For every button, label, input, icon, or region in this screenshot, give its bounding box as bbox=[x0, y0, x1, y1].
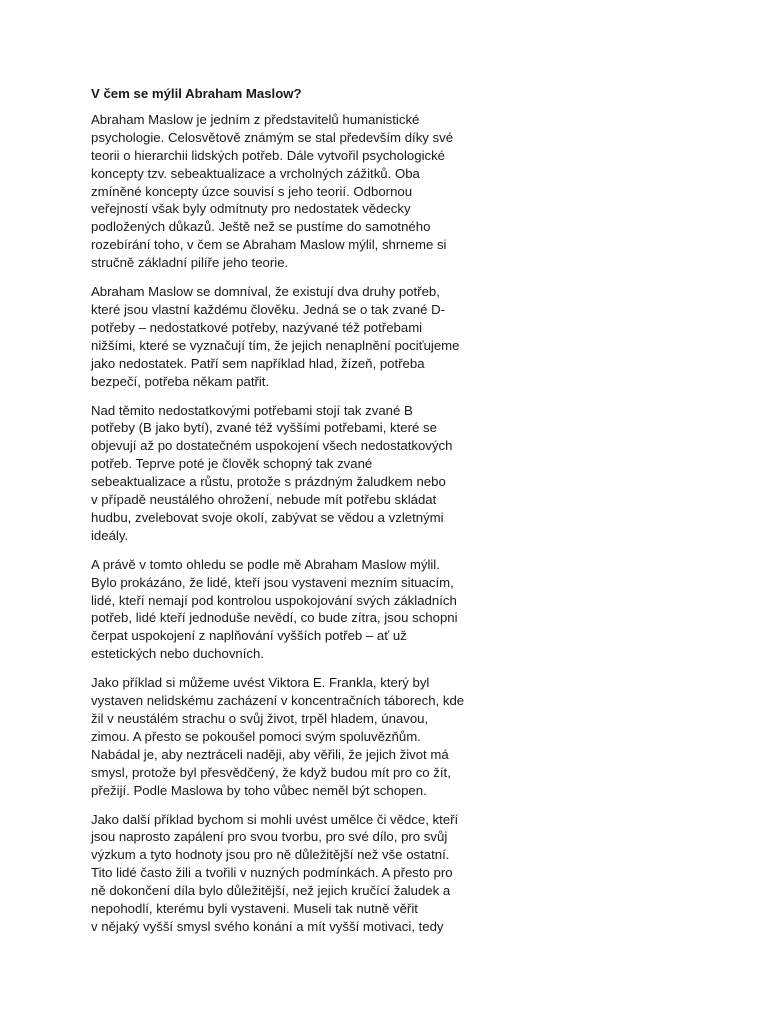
paragraph-line: zmíněné koncepty úzce souvisí s jeho teorií. Odbornou bbox=[91, 183, 413, 199]
paragraph-line: vystaven nelidskému zacházení v koncentračních táborech, kde bbox=[91, 693, 465, 709]
paragraph bbox=[91, 111, 471, 272]
paragraph-line: koncepty tzv. sebeaktualizace a vrcholných zážitků. Oba bbox=[91, 165, 420, 181]
paragraph-line: čerpat uspokojení z naplňování vyšších potřeb – ať už bbox=[91, 628, 407, 644]
paragraph-line: potřeby – nedostatkové potřeby, nazývané též potřebami bbox=[91, 319, 423, 335]
paragraph-line: stručně základní pilíře jeho teorie. bbox=[91, 255, 289, 271]
paragraph-line: rozebírání toho, v čem se Abraham Maslow mýlil, shrneme si bbox=[91, 237, 447, 253]
paragraph-line: Nabádal je, aby neztráceli naději, aby věřili, že jejich život má bbox=[91, 746, 449, 762]
document-title: V čem se mýlil Abraham Maslow? bbox=[91, 86, 302, 101]
document-body bbox=[91, 85, 471, 947]
paragraph bbox=[91, 556, 471, 663]
paragraph-line: zimou. A přesto se pokoušel pomoci svým spoluvězňům. bbox=[91, 728, 421, 744]
paragraph-line: potřeb, lidé kteří jednoduše nevědí, co bude zítra, jsou schopni bbox=[91, 610, 458, 626]
paragraph-line: Bylo prokázáno, že lidé, kteří jsou vystaveni mezním situacím, bbox=[91, 574, 454, 590]
paragraph-line: Nad těmito nedostatkovými potřebami stojí tak zvané B bbox=[91, 402, 413, 418]
paragraph-line: potřeby (B jako bytí), zvané též vyššími potřebami, které se bbox=[91, 420, 437, 436]
paragraph-line: Abraham Maslow je jedním z představitelů humanistické bbox=[91, 111, 420, 127]
paragraph-line: veřejností však byly odmítnuty pro nedostatek vědecky bbox=[91, 201, 411, 217]
paragraph-line: ně dokončení díla bylo důležitější, než jejich kručící žaludek a bbox=[91, 883, 451, 899]
paragraph bbox=[91, 674, 471, 799]
paragraph-line: v nějaký vyšší smysl svého konání a mít vyšší motivaci, tedy bbox=[91, 918, 444, 934]
paragraph-line: jsou naprosto zapálení pro svou tvorbu, pro své dílo, pro svůj bbox=[91, 829, 448, 845]
paragraph-line: A právě v tomto ohledu se podle mě Abraham Maslow mýlil. bbox=[91, 556, 440, 572]
paragraph bbox=[91, 402, 471, 545]
paragraph-line: Tito lidé často žili a tvořili v nuzných podmínkách. A přesto pro bbox=[91, 865, 453, 881]
paragraph-line: potřeb. Teprve poté je člověk schopný tak zvané bbox=[91, 456, 373, 472]
paragraph-line: nepohodlí, kterému byli vystaveni. Museli tak nutně věřit bbox=[91, 901, 418, 917]
paragraph-list bbox=[91, 111, 471, 936]
paragraph-line: Jako další příklad bychom si mohli uvést umělce či vědce, kteří bbox=[91, 811, 459, 827]
paragraph bbox=[91, 811, 471, 936]
paragraph-line: bezpečí, potřeba někam patřit. bbox=[91, 373, 270, 389]
paragraph-line: ideály. bbox=[91, 527, 129, 543]
paragraph-line: Jako příklad si můžeme uvést Viktora E. Frankla, který byl bbox=[91, 675, 430, 691]
paragraph-line: psychologie. Celosvětově známým se stal především díky své bbox=[91, 129, 454, 145]
paragraph-line: teorii o hierarchii lidských potřeb. Dále vytvořil psychologické bbox=[91, 147, 446, 163]
paragraph-line: v případě neustálého ohrožení, nebude mít potřebu skládat bbox=[91, 492, 437, 508]
paragraph-line: lidé, kteří nemají pod kontrolou uspokojování svých základních bbox=[91, 592, 457, 608]
paragraph-line: smysl, protože byl přesvědčený, že když budou mít pro co žít, bbox=[91, 764, 451, 780]
paragraph-line: podložených důkazů. Ještě než se pustíme do samotného bbox=[91, 219, 431, 235]
paragraph-line: nižšími, které se vyznačují tím, že jejich nenaplnění pociťujeme bbox=[91, 337, 460, 353]
paragraph-line: sebeaktualizace a růstu, protože s prázdným žaludkem nebo bbox=[91, 474, 446, 490]
paragraph-line: žil v neustálém strachu o svůj život, trpěl hladem, únavou, bbox=[91, 711, 429, 726]
paragraph-line: objevují až po dostatečném uspokojení všech nedostatkových bbox=[91, 438, 453, 454]
paragraph bbox=[91, 283, 471, 390]
paragraph-line: Abraham Maslow se domníval, že existují dva druhy potřeb, bbox=[91, 284, 440, 300]
paragraph-line: výzkum a tyto hodnoty jsou pro ně důležitější než vše ostatní. bbox=[91, 847, 450, 863]
paragraph-line: které jsou vlastní každému člověku. Jedná se o tak zvané D- bbox=[91, 301, 446, 317]
paragraph-line: hudbu, zvelebovat svoje okolí, zabývat se vědou a vzletnými bbox=[91, 509, 444, 525]
paragraph-line: přežijí. Podle Maslowa by toho vůbec neměl být schopen. bbox=[91, 782, 427, 798]
paragraph-line: estetických nebo duchovních. bbox=[91, 646, 265, 662]
paragraph-line: jako nedostatek. Patří sem například hlad, žízeň, potřeba bbox=[91, 355, 425, 371]
